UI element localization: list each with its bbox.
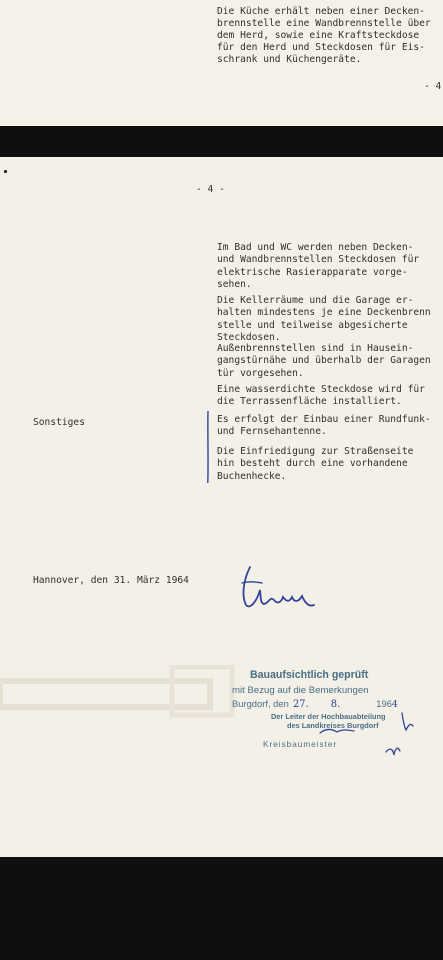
punch-mark xyxy=(4,170,7,173)
paragraph-fence: Die Einfriedigung zur Straßenseite hin besteht durch eine vorhandene Buchenhecke. xyxy=(217,446,414,482)
paragraph-bath: Im Bad und WC werden neben Decken- und Wandbrennstellen Steckdosen für elektrische Rasierapparate vorge- sehen. xyxy=(217,242,420,291)
stamp-office-line-1: Der Leiter der Hochbauabteilung xyxy=(271,712,386,721)
page-number: - 4 - xyxy=(196,184,225,195)
stamp-line-2: mit Bezug auf die Bemerkungen xyxy=(232,685,369,696)
paragraph-outdoor-lights: Außenbrennstellen sind in Hausein- gangstürnähe und überhalb der Garagen tür vorgesehen. xyxy=(217,343,431,379)
stamp-heading: Bauaufsichtlich geprüft xyxy=(250,669,369,681)
stamp-year-digit: 4 xyxy=(391,699,398,710)
kitchen-line-3: dem Herd, sowie eine Kraftsteckdose xyxy=(217,30,420,41)
kitchen-line-2: brennstelle eine Wandbrennstelle über xyxy=(217,18,431,29)
document-page xyxy=(0,157,443,857)
stamp-title: Kreisbaumeister xyxy=(263,740,338,749)
kitchen-line-5: schrank und Küchengeräte. xyxy=(217,54,362,65)
previous-page xyxy=(0,0,443,126)
paragraph-cellar: Die Kellerräume und die Garage er- halten mindestens je eine Deckenbrenn stelle und teilweise abgesicherte Steckdosen. xyxy=(217,295,431,344)
kitchen-line-1: Die Küche erhält neben einer Decken- xyxy=(217,6,425,17)
signature xyxy=(236,559,322,617)
stamp-ink-marks xyxy=(290,709,424,767)
side-label: Sonstiges xyxy=(33,417,85,428)
paragraph-antenna: Es erfolgt der Einbau einer Rundfunk- und Fernsehantenne. xyxy=(217,414,431,438)
stamp-day: 27. xyxy=(292,699,309,710)
stamp-place: Burgdorf, den xyxy=(232,698,289,709)
stamp-year-prefix: 196 xyxy=(376,698,392,709)
place-date: Hannover, den 31. März 1964 xyxy=(33,575,189,586)
bleed-through-watermark xyxy=(0,665,240,723)
stamp-month: 8. xyxy=(330,699,341,710)
page-marker: - 4 xyxy=(424,81,442,92)
paragraph-socket: Eine wasserdichte Steckdose wird für die Terrassenfläche installiert. xyxy=(217,384,425,408)
margin-pen-mark xyxy=(203,409,213,485)
stamp-office-line-2: des Landkreises Burgdorf xyxy=(287,721,379,730)
kitchen-line-4: für den Herd und Steckdosen für Eis- xyxy=(217,42,425,53)
